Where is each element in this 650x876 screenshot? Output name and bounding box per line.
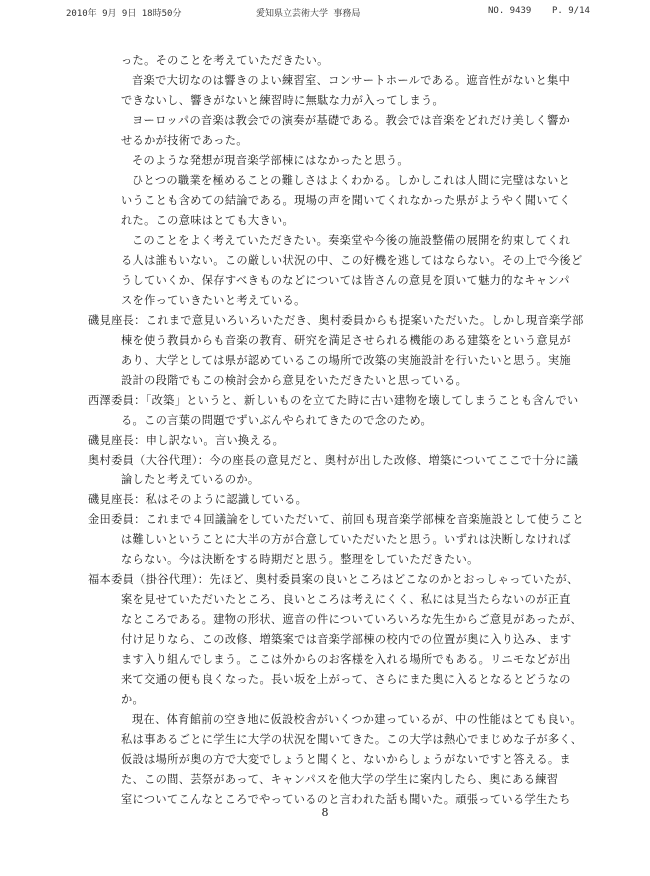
text-line: れた。この意味はとても大きい。: [121, 213, 295, 227]
text-line: せるかが技術であった。: [121, 133, 248, 147]
text-line: る。この言葉の問題でずいぶんやられてきたので念のため。: [121, 413, 433, 427]
text-line: 設計の段階でもこの検討会から意見をいただきたいと思っている。: [121, 373, 468, 387]
text-line: 仮設は場所が奥の方で大変でしょうと聞くと、ないからしょうがないですと答える。ま: [121, 753, 571, 767]
speaker-line: 磯見座長：私はそのように認識している。: [88, 493, 308, 507]
text-line: 論したと考えているのか。: [121, 473, 260, 487]
text-line: か。: [121, 693, 145, 707]
text-line: 現在、体育館前の空き地に仮設校舎がいくつか建っているが、中の性能はとても良い。: [132, 713, 582, 727]
text-line: 私は事あるごとに学生に大学の状況を聞いてきた。この大学は熱心でまじめな子が多く、: [121, 733, 583, 747]
text-line: った。そのことを考えていただきたい。: [121, 54, 329, 67]
text-line: る人は誰もいない。この厳しい状況の中、この好機を逃してはならない。その上で今後ど: [121, 253, 583, 267]
speaker-line: 奥村委員（大谷代理）：今の座長の意見だと、奥村が出した改修、増築についてここで十分に議: [88, 453, 579, 467]
fax-page: P. 9/14: [552, 6, 590, 16]
speaker-line: 磯見座長：申し訳ない。言い換える。: [88, 433, 285, 447]
text-line: そのような発想が現音楽学部棟にはなかったと思う。: [132, 153, 409, 167]
text-line: 室についてこんなところでやっているのと言われた話も聞いた。頑張っている学生たち: [121, 793, 571, 806]
speaker-line: 福本委員（掛谷代理）：先ほど、奥村委員案の良いところはどこなのかとおっしゃっていたが、: [88, 573, 579, 587]
speaker-line: 金田委員：これまで４回議論をしていただいて、前回も現音楽学部棟を音楽施設として使うこと: [88, 513, 584, 527]
text-line: ならない。今は決断をする時期だと思う。整理をしていただきたい。: [121, 553, 479, 567]
fax-sender: 愛知県立芸術大学 事務局: [256, 9, 361, 19]
text-line: ます入り組んでしまう。ここは外からのお客様を入れる場所でもある。リニモなどが出: [121, 653, 571, 667]
text-line: スを作っていきたいと考えている。: [121, 293, 306, 307]
fax-number: NO. 9439: [488, 6, 532, 16]
text-line: た、この間、芸祭があって、キャンパスを他大学の学生に案内したら、奥にある練習: [121, 773, 559, 786]
speaker-line: 西澤委員：「改築」というと、新しいものを立てた時に古い建物を壊してしまうことも含んでい: [88, 393, 579, 407]
text-line: なところである。建物の形状、遮音の件についていろいろな先生からご意見があったが、: [121, 613, 583, 627]
page-number: 8: [321, 806, 329, 819]
text-line: は難しいということに大半の方が合意していただいたと思う。いずれは決断しなければ: [121, 533, 571, 547]
text-line: このことをよく考えていただきたい。奏楽堂や今後の施設整備の展開を約束してくれ: [132, 233, 571, 247]
text-line: ヨーロッパの音楽は教会での演奏が基礎である。教会では音楽をどれだけ美しく響か: [132, 113, 571, 127]
text-line: 来て交通の便も良くなった。長い坂を上がって、さらにまた奥に入るとなるとどうなの: [121, 673, 571, 687]
text-line: 棟を使う教員からも音楽の教育、研究を満足させられる機能のある建築をという意見が: [121, 333, 571, 347]
text-line: いうことも含めての結論である。現場の声を聞いてくれなかった県がようやく聞いてく: [121, 193, 571, 207]
text-line: 付け足りなら、この改修、増築案では音楽学部棟の校内での位置が奥に入り込み、ます: [121, 633, 572, 647]
text-line: できないし、響きがないと練習時に無駄な力が入ってしまう。: [121, 93, 445, 107]
text-line: 音楽で大切なのは響きのよい練習室、コンサートホールである。遮音性がないと集中: [132, 74, 571, 87]
text-line: 案を見せていただいたところ、良いところは考えにくく、私には見当たらないのが正直: [121, 593, 571, 607]
text-line: うしていくか、保存すべきものなどについては皆さんの意見を頂いて魅力的なキャンパ: [121, 273, 570, 287]
text-line: あり、大学としては県が認めているこの場所で改築の実施設計を行いたいと思う。実施: [121, 353, 571, 367]
text-line: ひとつの職業を極めることの難しさはよくわかる。しかしこれは人間に完璧はないと: [132, 173, 571, 187]
fax-date: 2010年 9月 9日 18時50分: [66, 9, 182, 19]
speaker-line: 磯見座長：これまで意見いろいろいただき、奥村委員からも提案いただいた。しかし現音楽学部: [88, 313, 584, 327]
